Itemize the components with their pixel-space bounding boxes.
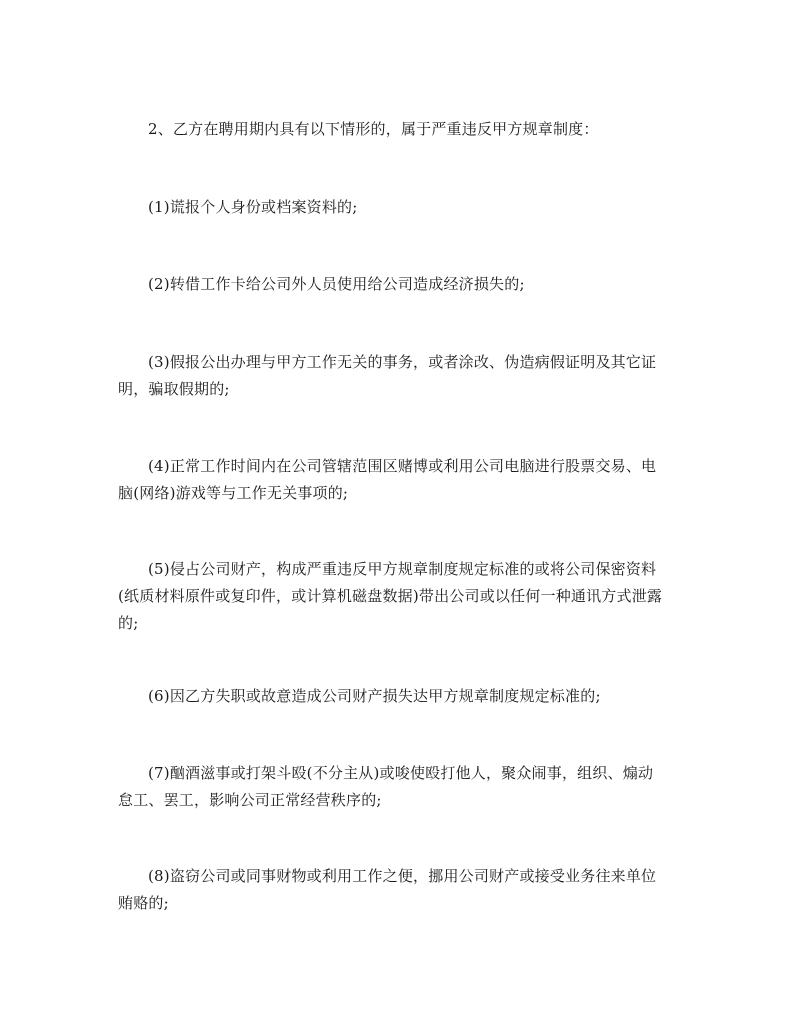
- section-heading: [118, 116, 688, 143]
- clause-line: 怠工、罢工，影响公司正常经营秩序的;: [118, 791, 382, 809]
- clause-line: (5)侵占公司财产，构成严重违反甲方规章制度规定标准的或将公司保密资料: [148, 560, 657, 578]
- clause-5: [118, 556, 688, 637]
- clause-3: [118, 349, 688, 403]
- clause-line: (2)转借工作卡给公司外人员使用给公司造成经济损失的;: [148, 275, 525, 293]
- clause-8: [118, 863, 688, 917]
- clause-line: (纸质材料原件或复印件，或计算机磁盘数据)带出公司或以任何一种通讯方式泄露: [118, 587, 663, 605]
- heading-line: 2、乙方在聘用期内具有以下情形的，属于严重违反甲方规章制度：: [148, 120, 599, 138]
- clause-4: [118, 453, 688, 507]
- clause-line: 明，骗取假期的;: [118, 380, 230, 398]
- clause-1: [118, 194, 688, 221]
- clause-line: (7)酗酒滋事或打架斗殴(不分主从)或唆使殴打他人，聚众闹事，组织、煽动: [148, 764, 654, 782]
- clause-6: [118, 683, 688, 710]
- clause-line: 脑(网络)游戏等与工作无关事项的;: [118, 484, 349, 502]
- clause-line: (1)谎报个人身份或档案资料的;: [148, 198, 358, 216]
- clause-line: (3)假报公出办理与甲方工作无关的事务，或者涂改、伪造病假证明及其它证: [148, 353, 657, 371]
- clause-line: (8)盗窃公司或同事财物或利用工作之便，挪用公司财产或接受业务往来单位: [148, 867, 657, 885]
- clause-line: 贿赂的;: [118, 894, 169, 912]
- clause-line: 的;: [118, 614, 139, 632]
- clause-line: (4)正常工作时间内在公司管辖范围区赌博或利用公司电脑进行股票交易、电: [148, 457, 657, 475]
- clause-7: [118, 760, 688, 814]
- clause-line: (6)因乙方失职或故意造成公司财产损失达甲方规章制度规定标准的;: [148, 687, 601, 705]
- clause-2: [118, 271, 688, 298]
